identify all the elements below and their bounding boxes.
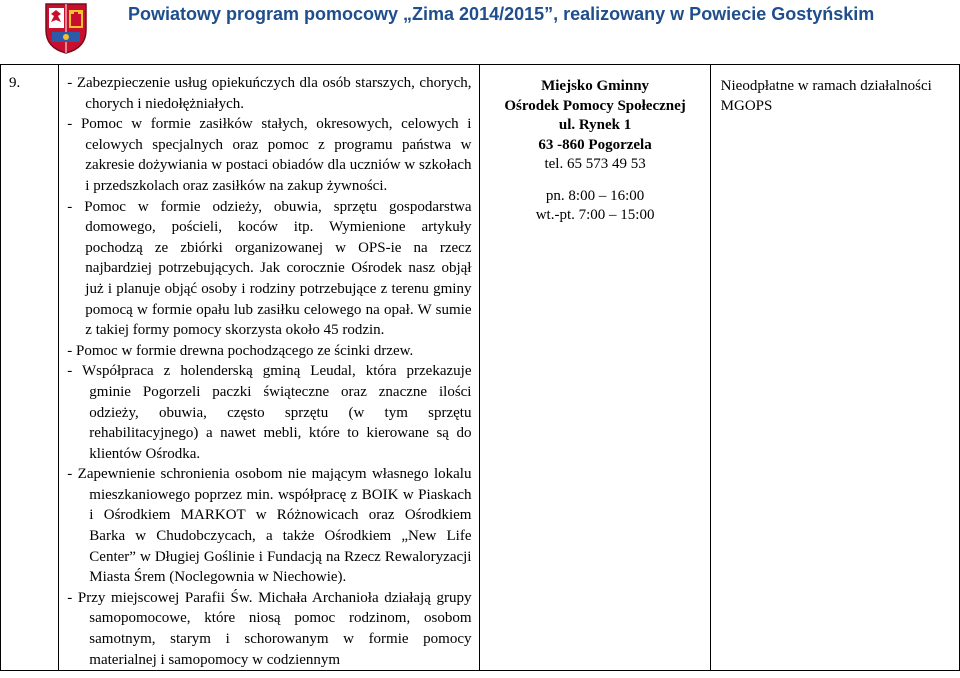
row-number-cell <box>1 65 59 671</box>
county-coat-of-arms-icon <box>44 2 88 54</box>
page-header <box>0 0 960 56</box>
program-table <box>0 64 960 671</box>
cost-note: Nieodpłatne w ramach działalności MGOPS <box>720 78 932 114</box>
postal-address: 63 -860 Pogorzela <box>538 136 652 153</box>
description-item: - Przy miejscowej Parafii Św. Michała Archanioła działają grupy samopomocowe, które niosą pomoc rodzinom, osobom samotnym, starym i schorowanym w formie pomocy materialnej i samopomocy w codziennym <box>67 589 472 668</box>
table-row <box>1 65 960 671</box>
description-item: - Zabezpieczenie usług opiekuńczych dla osób starszych, chorych, chorych i niedołężniałych. <box>67 75 472 112</box>
description-item: - Pomoc w formie odzieży, obuwia, sprzętu gospodarstwa domowego, pościeli, koców itp. Wymienione artykuły pochodzą ze zbiórki organizowanej w OPS-ie na rzecz najbardziej potrzebujących. Jak corocznie Ośrodek nasz objął już i planuje objąć osoby i rodziny potrzebujące z terenu gminy pomocą w formie opału lub zasiłku celowego na opał. W sumie z takiej formy pomocy skorzysta około 45 rodzin. <box>67 198 472 339</box>
opening-hours-weekdays: wt.-pt. 7:00 – 15:00 <box>535 207 655 223</box>
document-title: Powiatowy program pomocowy „Zima 2014/2015”, realizowany w Powiecie Gostyńskim <box>128 4 875 24</box>
office-name-line1: Miejsko Gminny <box>541 78 650 94</box>
description-item: - Pomoc w formie zasiłków stałych, okresowych, celowych i celowych specjalnych oraz pomoc z programu państwa w zakresie dożywiania w postaci obiadów dla uczniów w szkołach i przedszkolach oraz zasiłków na zakup żywności. <box>67 116 472 194</box>
office-address <box>480 65 709 226</box>
phone-number: tel. 65 573 49 53 <box>544 156 646 172</box>
street-address: ul. Rynek 1 <box>558 117 632 133</box>
description-item: - Pomoc w formie drewna pochodzącego ze ścinki drzew. <box>67 342 414 359</box>
note-cell <box>710 65 959 671</box>
description-cell <box>59 65 480 671</box>
description-item: - Zapewnienie schronienia osobom nie mającym własnego lokalu mieszkaniowego poprzez min. współpracę z BOIK w Piaskach i Ośrodkiem MARKOT w Różnowicach oraz Ośrodkiem Barka w Chudobczycach, a także Ośrodkiem „New Life Center” w Długiej Goślinie i Fundacją na Rzecz Rewaloryzacji Miasta Śrem (Noclegownia w Niechowie). <box>67 466 472 586</box>
address-cell <box>480 65 710 671</box>
description-item: - Współpraca z holenderską gminą Leudal, która przekazuje gminie Pogorzeli paczki świąteczne oraz znaczne ilości odzieży, obuwia, często sprzętu (w tym sprzętu rehabilitacyjnego) a nawet mebli, które to kierowane są do klientów Ośrodka. <box>67 363 472 462</box>
program-table-container <box>0 64 960 678</box>
row-number: 9. <box>9 75 21 91</box>
opening-hours-monday: pn. 8:00 – 16:00 <box>545 187 645 204</box>
office-name-line2: Ośrodek Pomocy Społecznej <box>504 97 686 114</box>
description-text <box>59 65 479 670</box>
